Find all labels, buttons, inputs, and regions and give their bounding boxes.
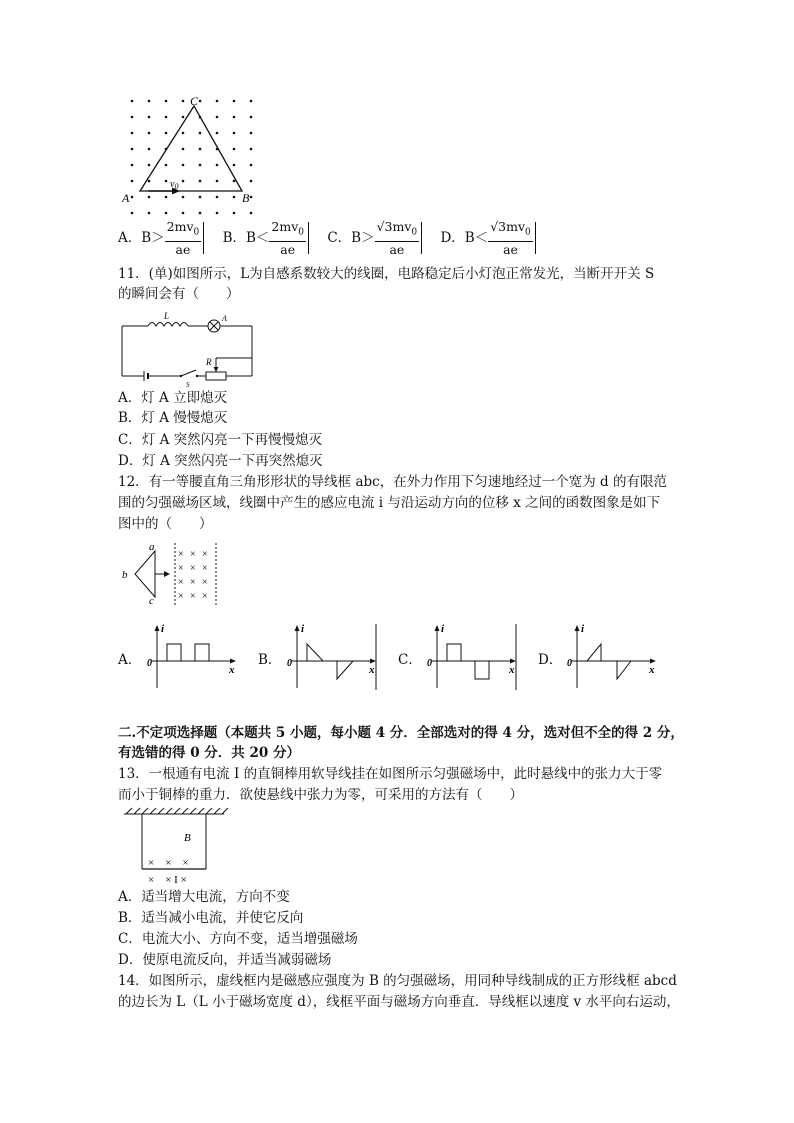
field-dot xyxy=(233,116,236,119)
label-b: B xyxy=(242,191,250,205)
hatch-line xyxy=(222,808,228,814)
fraction: $\frac{√3mv_0}{ae}$ xyxy=(490,219,531,257)
field-dot xyxy=(216,132,219,135)
crosses-below: × × I × xyxy=(148,874,187,886)
triangle-frame-abc xyxy=(135,551,155,597)
q12-option-d-label[interactable]: D． xyxy=(538,652,563,668)
svg-text:c: c xyxy=(149,595,154,607)
i-axis-arrow xyxy=(575,625,580,631)
q14-stem-line1: 14．如图所示，虚线框内是磁感应强度为 B 的匀强磁场，用同种导线制成的正方形线框 abcd xyxy=(118,973,677,989)
field-dot xyxy=(165,116,168,119)
q11-circuit-figure xyxy=(118,308,263,389)
q13-option-d[interactable]: D．使原电流反向，并适当减弱磁场 xyxy=(118,952,332,968)
field-dot xyxy=(182,100,185,103)
field-dot xyxy=(131,212,134,215)
q12-stem-line2: 围的匀强磁场区域，线圈中产生的感应电流 i 与沿运动方向的位移 x 之间的函数图象是如下 xyxy=(118,495,661,511)
field-dot xyxy=(148,196,151,199)
field-dot xyxy=(199,132,202,135)
origin-label: 0 xyxy=(287,658,292,669)
field-cross: × xyxy=(178,563,184,574)
field-dot xyxy=(165,132,168,135)
field-dot xyxy=(250,100,253,103)
inductor-coil xyxy=(148,323,188,327)
x-axis-label: x xyxy=(229,664,235,676)
field-dot xyxy=(250,116,253,119)
q12-stem-line3: 图中的（ ） xyxy=(118,516,213,532)
q10-options xyxy=(118,219,550,257)
field-dot xyxy=(182,116,185,119)
field-cross: × xyxy=(190,563,196,574)
label-a: A xyxy=(122,191,130,205)
section2-heading-line2: 有选错的得 0 分．共 20 分） xyxy=(118,745,300,761)
field-cross: × xyxy=(202,591,208,602)
i-axis-label: i xyxy=(161,623,165,635)
x-axis-arrow xyxy=(650,659,656,664)
field-dot xyxy=(250,132,253,135)
origin-label: 0 xyxy=(567,658,572,669)
field-cross: × xyxy=(178,577,184,588)
field-cross: × xyxy=(190,577,196,588)
ceiling-hatching xyxy=(126,808,228,814)
svg-text:b: b xyxy=(122,569,128,581)
svg-text:R: R xyxy=(206,357,212,367)
q10-figure xyxy=(118,94,268,224)
field-dot xyxy=(233,180,236,183)
q13-option-c[interactable]: C．电流大小、方向不变，适当增强磁场 xyxy=(118,931,358,947)
field-dot xyxy=(182,196,185,199)
label-c: C xyxy=(190,94,199,108)
q10-option-d[interactable]: D．B＜ $\frac{√3mv_0}{ae}$ xyxy=(440,219,535,257)
field-dot xyxy=(165,100,168,103)
field-dot xyxy=(131,116,134,119)
hatch-line xyxy=(214,808,220,814)
q11-option-c[interactable]: C．灯 A 突然闪亮一下再慢慢熄灭 xyxy=(118,432,323,448)
field-dot xyxy=(131,164,134,167)
field-dot xyxy=(182,212,185,215)
field-dot xyxy=(233,132,236,135)
hatch-line xyxy=(142,808,148,814)
q12-stem-line1: 12．有一等腰直角三角形形状的导线框 abc，在外力作用下匀速地经过一个宽为 d 的有限范 xyxy=(118,474,667,490)
q12-option-b-label[interactable]: B． xyxy=(258,652,282,668)
i-axis-label: i xyxy=(301,623,305,635)
i-axis-label: i xyxy=(581,623,585,635)
field-dot xyxy=(233,212,236,215)
origin-label: 0 xyxy=(147,658,152,669)
x-axis-arrow xyxy=(230,659,236,664)
q13-stem-line2: 而小于铜棒的重力．欲使悬线中张力为零，可采用的方法有（ ） xyxy=(118,787,523,803)
field-dot xyxy=(250,180,253,183)
q10-option-a[interactable]: A．B＞ $\frac{2mv_0}{ae}$ xyxy=(118,219,204,257)
field-dot xyxy=(148,116,151,119)
field-crosses xyxy=(178,549,208,602)
q11-option-b[interactable]: B．灯 A 慢慢熄灭 xyxy=(118,410,228,426)
i-axis-label: i xyxy=(441,623,445,635)
svg-text:S: S xyxy=(186,381,190,389)
lamp-a xyxy=(208,320,220,332)
fraction: $\frac{2mv_0}{ae}$ xyxy=(166,219,200,257)
q11-stem-line1: 11．(单)如图所示，L为自感系数较大的线圈，电路稳定后小灯泡正常发光，当断开开关 S xyxy=(118,266,655,282)
q11-option-d[interactable]: D．灯 A 突然闪亮一下再突然熄灭 xyxy=(118,453,323,469)
field-dot xyxy=(216,212,219,215)
origin-label: 0 xyxy=(427,658,432,669)
q14-stem-line2: 的边长为 L（L 小于磁场宽度 d），线框平面与磁场方向垂直．导线框以速度 v 水平向右运动， xyxy=(118,994,680,1010)
q10-option-b[interactable]: B．B＜ $\frac{2mv_0}{ae}$ xyxy=(223,219,309,257)
field-dot xyxy=(199,148,202,151)
resistor-r xyxy=(206,372,226,380)
field-dot xyxy=(233,148,236,151)
motion-arrowhead xyxy=(164,571,170,577)
field-dot xyxy=(165,196,168,199)
field-dot xyxy=(199,100,202,103)
q13-stem-line1: 13．一根通有电流 I 的直铜棒用软导线挂在如图所示匀强磁场中，此时悬线中的张力大于零 xyxy=(118,766,663,782)
field-cross: × xyxy=(202,549,208,560)
field-dot xyxy=(131,100,134,103)
section2-heading-line1: 二.不定项选择题（本题共 5 小题，每小题 4 分．全部选对的得 4 分，选对但不全的得 2 分， xyxy=(118,725,684,741)
q12-graph-b[interactable] xyxy=(283,622,383,692)
field-cross: × xyxy=(178,549,184,560)
field-dot xyxy=(131,132,134,135)
field-dot xyxy=(216,100,219,103)
field-dot xyxy=(199,180,202,183)
field-dot xyxy=(233,164,236,167)
svg-text:a: a xyxy=(149,541,155,553)
svg-text:A: A xyxy=(222,314,227,323)
magnetic-field-dots xyxy=(131,100,253,215)
i-axis-arrow xyxy=(155,625,160,631)
hatch-line xyxy=(126,808,132,814)
hatch-line xyxy=(182,808,188,814)
field-dot xyxy=(165,180,168,183)
svg-text:L: L xyxy=(164,311,170,321)
field-dot xyxy=(233,100,236,103)
field-dot xyxy=(182,164,185,167)
q11-option-a[interactable]: A．灯 A 立即熄灭 xyxy=(118,390,228,406)
field-dot xyxy=(148,180,151,183)
triangle-abc xyxy=(140,106,242,191)
q13-option-a[interactable]: A．适当增大电流，方向不变 xyxy=(118,889,290,905)
battery xyxy=(144,371,148,381)
field-dot xyxy=(250,148,253,151)
q13-figure xyxy=(118,806,233,886)
fraction: $\frac{√3mv_0}{ae}$ xyxy=(376,219,418,257)
x-axis-label: x xyxy=(649,664,655,676)
i-axis-arrow xyxy=(295,625,300,631)
field-dot xyxy=(148,100,151,103)
q12-option-a-label[interactable]: A． xyxy=(118,652,142,668)
field-dot xyxy=(148,148,151,151)
q12-graph-a[interactable] xyxy=(143,622,243,692)
field-cross: × xyxy=(190,591,196,602)
q12-option-c-label[interactable]: C． xyxy=(398,652,422,668)
current-curve xyxy=(167,644,209,661)
hatch-line xyxy=(198,808,204,814)
field-cross: × xyxy=(202,563,208,574)
field-dot xyxy=(250,212,253,215)
hatch-line xyxy=(158,808,164,814)
q11-stem-line2: 的瞬间会有（ ） xyxy=(118,286,240,302)
field-dot xyxy=(199,212,202,215)
field-cross: × xyxy=(202,577,208,588)
field-dot xyxy=(131,180,134,183)
field-dot xyxy=(233,196,236,199)
hatch-line xyxy=(174,808,180,814)
i-axis-arrow xyxy=(435,625,440,631)
field-dot xyxy=(250,164,253,167)
field-dot xyxy=(182,132,185,135)
hatch-line xyxy=(206,808,212,814)
x-axis-label: x xyxy=(509,664,515,676)
hatch-line xyxy=(134,808,140,814)
fraction: $\frac{2mv_0}{ae}$ xyxy=(271,219,305,257)
q10-option-c[interactable]: C．B＞ $\frac{√3mv_0}{ae}$ xyxy=(327,219,422,257)
hatch-line xyxy=(150,808,156,814)
field-cross: × xyxy=(178,591,184,602)
field-dot xyxy=(165,212,168,215)
x-axis-label: x xyxy=(369,664,375,676)
hatch-line xyxy=(190,808,196,814)
crosses-inside: × × × xyxy=(148,857,189,869)
label-v: $v_0$ xyxy=(170,179,179,191)
field-dot xyxy=(165,164,168,167)
q12-graph-c[interactable] xyxy=(423,622,523,692)
field-dot xyxy=(216,196,219,199)
field-dot xyxy=(131,196,134,199)
q12-graph-d[interactable] xyxy=(563,622,663,692)
field-dot xyxy=(182,180,185,183)
field-dot xyxy=(182,148,185,151)
q13-option-b[interactable]: B．适当减小电流，并使它反向 xyxy=(118,910,304,926)
field-dot xyxy=(250,196,253,199)
x-axis-arrow xyxy=(370,659,376,664)
x-axis-arrow xyxy=(510,659,516,664)
field-dot xyxy=(148,212,151,215)
field-dot xyxy=(216,180,219,183)
field-dot xyxy=(216,164,219,167)
q12-figure xyxy=(118,540,223,608)
field-dot xyxy=(131,148,134,151)
field-cross: × xyxy=(190,549,196,560)
field-dot xyxy=(199,196,202,199)
field-dot xyxy=(148,132,151,135)
field-dot xyxy=(199,164,202,167)
hatch-line xyxy=(166,808,172,814)
field-dot xyxy=(216,116,219,119)
label-b-field: B xyxy=(184,832,191,844)
field-dot xyxy=(148,164,151,167)
switch-s xyxy=(180,370,198,377)
